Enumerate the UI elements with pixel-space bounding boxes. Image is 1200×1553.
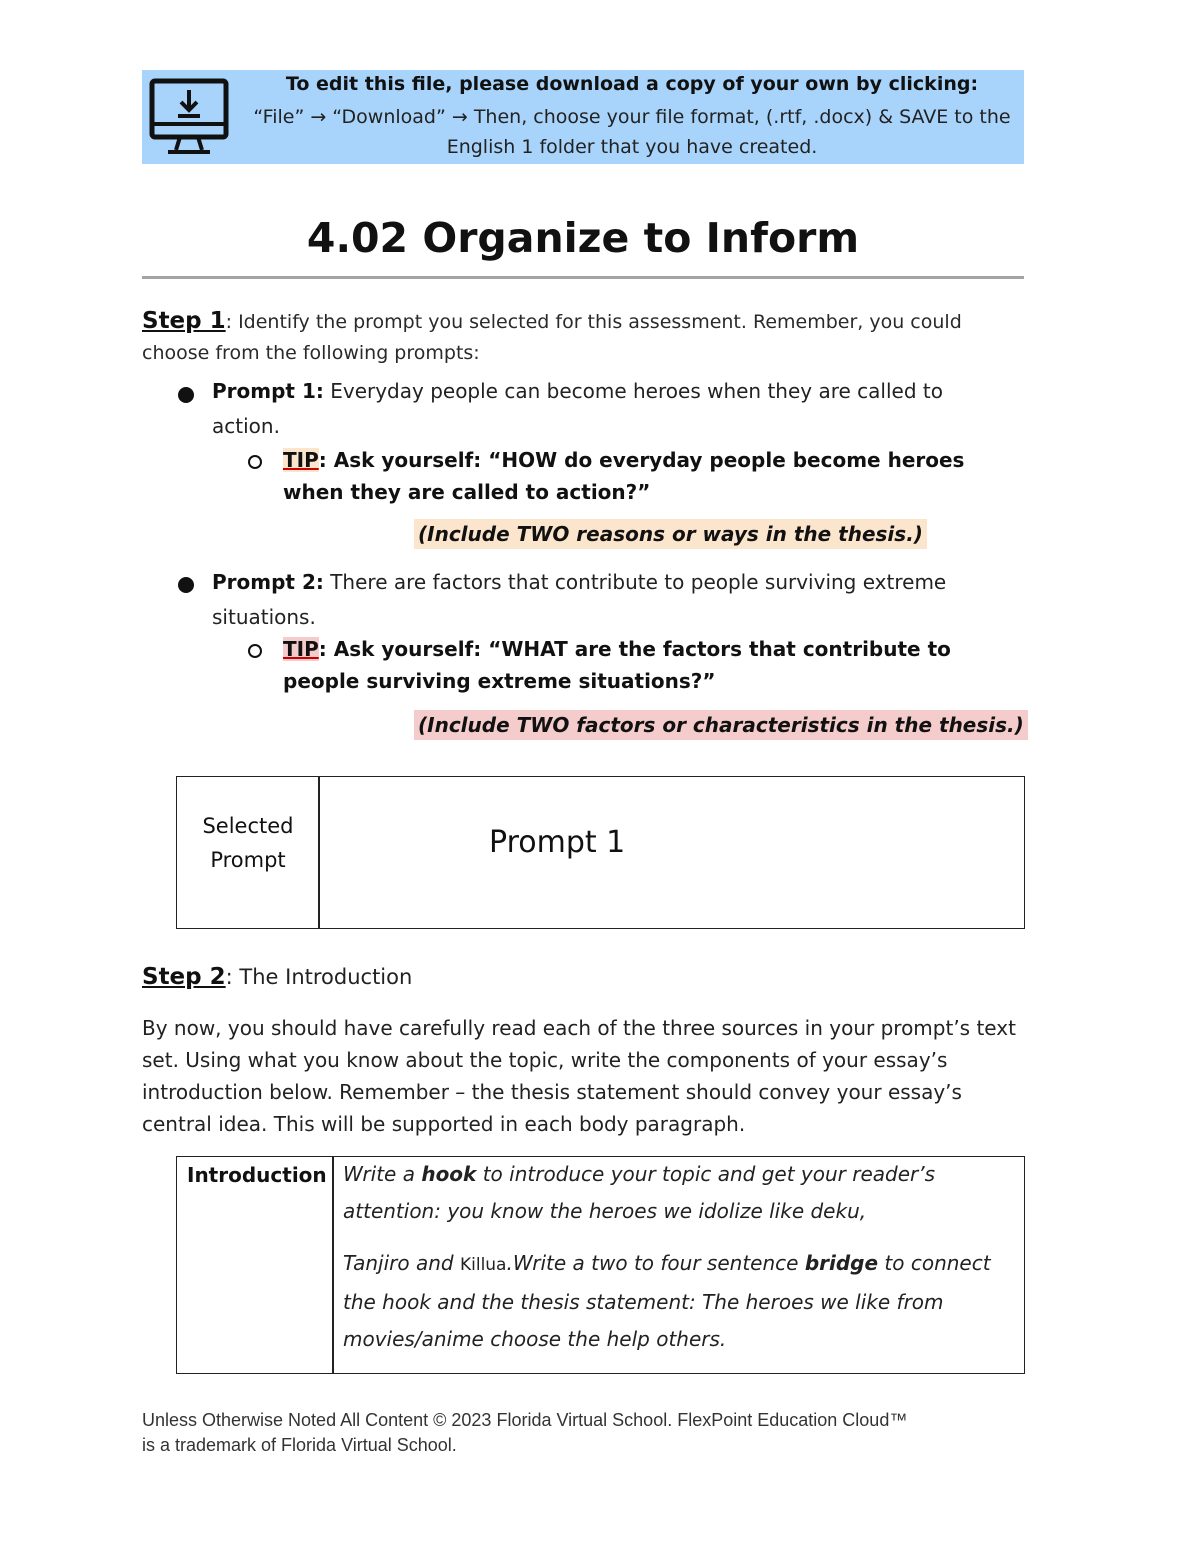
bridge-paragraph <box>343 1245 1013 1358</box>
hook-paragraph <box>343 1156 1013 1230</box>
download-instructions-banner <box>142 70 1024 164</box>
bridge-instruction: .Write a two to four sentence <box>506 1251 805 1275</box>
selected-prompt-label-line1: Selected <box>202 814 294 838</box>
introduction-label: Introduction <box>187 1163 327 1187</box>
hook-text: to introduce your topic and get your reader’s attention: you know the heroes we idolize like deku, <box>343 1162 936 1223</box>
tip-label: TIP <box>283 637 319 661</box>
footer-line1: Unless Otherwise Noted All Content © 2023 Florida Virtual School. FlexPoint Education Cloud™ <box>142 1410 908 1430</box>
prompt-1-include-note: (Include TWO reasons or ways in the thesis.) <box>414 519 927 549</box>
step1-text: : Identify the prompt you selected for this assessment. Remember, you could choose from the following prompts: <box>142 311 962 364</box>
title-divider <box>142 276 1024 279</box>
prompt-1-tip <box>283 444 1023 508</box>
footer-line2: is a trademark of Florida Virtual School. <box>142 1435 457 1455</box>
banner-instruction: “File” → “Download” → Then, choose your file format, (.rtf, .docx) & SAVE to the <box>253 106 1011 128</box>
banner-instruction-end: English 1 folder that you have created. <box>446 136 818 158</box>
hook-keyword: hook <box>421 1162 477 1186</box>
step1-instructions <box>142 306 1022 369</box>
hook-prefix: Write a <box>343 1162 422 1186</box>
step2-heading: Step 2 <box>142 964 226 990</box>
table-divider <box>332 1157 334 1373</box>
page-title: 4.02 Organize to Inform <box>306 214 860 262</box>
step2-subtitle: : The Introduction <box>225 965 413 989</box>
bullet-icon <box>178 387 194 403</box>
sub-bullet-icon <box>248 644 262 658</box>
prompt-2-text: There are factors that contribute to people surviving extreme situations. <box>212 570 947 629</box>
prompt-2 <box>212 565 1012 635</box>
bullet-icon <box>178 577 194 593</box>
prompt-1-text: Everyday people can become heroes when they are called to action. <box>212 379 943 438</box>
prompt-2-label: Prompt 2: <box>212 570 324 594</box>
step2-heading-line <box>142 964 412 990</box>
prompt-2-tip-text: : Ask yourself: “WHAT are the factors that contribute to people surviving extreme situations?” <box>283 637 951 693</box>
step1-heading: Step 1 <box>142 308 226 334</box>
download-monitor-icon <box>148 76 232 158</box>
introduction-response[interactable] <box>343 1156 1013 1373</box>
step2-paragraph: By now, you should have carefully read each of the three sources in your prompt’s text set. Using what you know about the topic, write the components of your essay’s introduction below. Remember – the thesis statement should convey your essay’s central idea. This will be supported in each body paragraph. <box>142 1016 1016 1136</box>
prompt-2-include-note: (Include TWO factors or characteristics in the thesis.) <box>414 710 1028 740</box>
sub-bullet-icon <box>248 455 262 469</box>
bridge-text: to connect the hook and the thesis statement: The heroes we like from movies/anime choose the help others. <box>343 1251 991 1351</box>
selected-prompt-label-line2: Prompt <box>210 848 286 872</box>
prompt-1-tip-text: : Ask yourself: “HOW do everyday people become heroes when they are called to action?” <box>283 448 965 504</box>
introduction-table <box>176 1156 1025 1374</box>
copyright-footer <box>142 1408 1042 1458</box>
prompt-1-label: Prompt 1: <box>212 379 324 403</box>
banner-heading: To edit this file, please download a copy of your own by clicking: <box>285 73 979 95</box>
selected-prompt-label <box>177 809 319 877</box>
tip-label: TIP <box>283 448 319 472</box>
killua-text: Killua <box>459 1255 507 1275</box>
selected-prompt-table <box>176 776 1025 929</box>
selected-prompt-value[interactable]: Prompt 1 <box>489 825 626 860</box>
prompt-2-tip <box>283 633 1023 697</box>
bridge-keyword: bridge <box>804 1251 879 1275</box>
prompt-1 <box>212 374 1012 444</box>
bridge-prefix: Tanjiro and <box>343 1251 460 1275</box>
